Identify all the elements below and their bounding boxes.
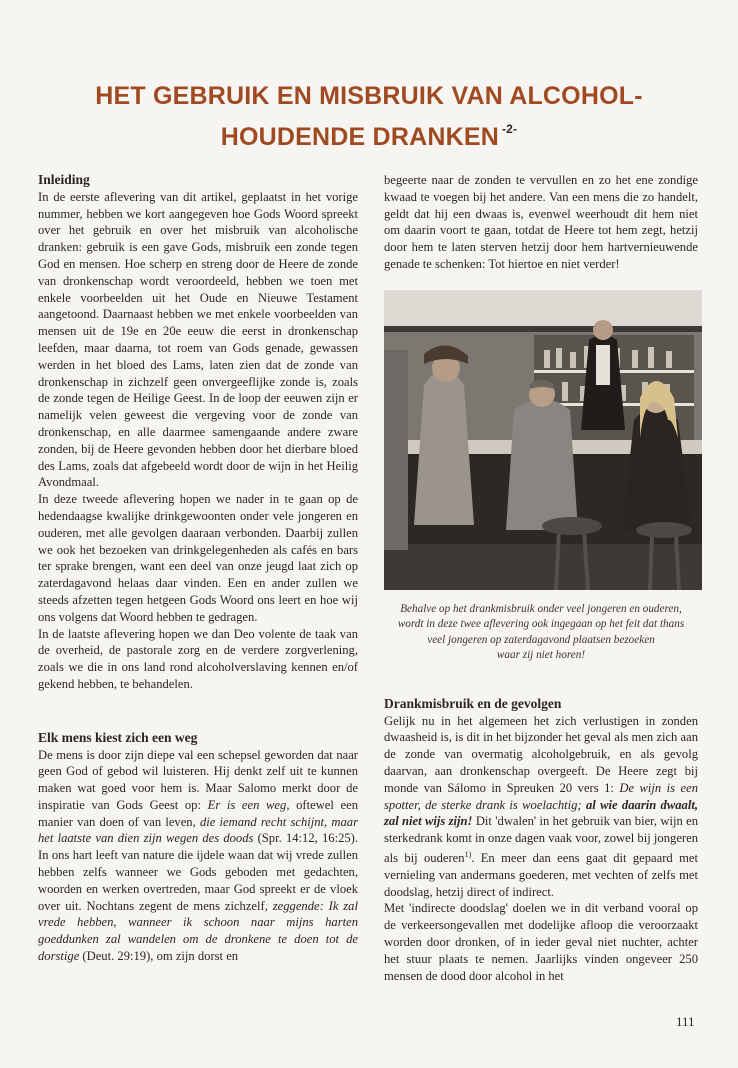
footnote-ref: 1) [464,849,472,859]
weg-quote-1: Er is een weg [207,797,287,812]
right-top-paragraph: begeerte naar de zonden te vervullen en zo het ene zondige kwaad te voegen bij het andere. Van een mens die zo handelt, geldt dat hij een dwaas is, evenwel weerhoudt dit hem niet om daarin voort te gaan, totdat de Heere tot hem zegt, hetzij door hem te laten sterven hetzij door hem hartvernieuwende genade te schenken: Tot hiertoe en niet verder! [384,173,698,271]
weg-text-c: (Spr. 14:12, 16:25). In ons hart leeft van nature die ijdele waan dat wij vrede zullen hebben zelfs wanneer we Gods geboden met gedachten, woorden en werken overtreden, maar God spreekt er de vloek over uit. Nochtans zegent de mens zichzelf, [38,831,358,913]
heading-drankmisbruik: Drankmisbruik en de gevolgen [384,695,562,711]
title-line-2-text: HOUDENDE DRANKEN [220,123,499,151]
left-column [38,172,358,965]
article-title [60,80,678,154]
dm-text-b: Dit 'dwalen' in het gebruik van bier, wijn en sterkedrank komt in onze dagen vaak voor, zowel bij jongeren als bij ouderen [384,814,698,865]
intro-paragraph-3: In de laatste aflevering hopen we dan Deo volente de taak van de overheid, de pastorale zorg en de verdere zorgverlening, zoals we die in ons land rond alcoholverslaving kennen en/of gekend hebben, te behandelen. [38,626,358,691]
title-line-2 [60,113,678,154]
title-line-1: HET GEBRUIK EN MISBRUIK VAN ALCOHOL- [95,82,643,110]
dm-text-a: Gelijk nu in het algemeen het zich verlustigen in zonden dwaasheid is, is dit in het bijzonder het geval als men zich aan de zonde van overmatig alcoholgebruik, en als gevolg daarvan, aan dronkenschap overgeeft. De Heere zegt bij monde van Sálomo in Spreuken 20 vers 1: [384,713,698,795]
caption-line-1: Behalve op het drankmisbruik onder veel jongeren en ouderen, [400,602,682,615]
bar-scene-photo [384,290,702,590]
weg-text-a: De mens is door zijn diepe val een schepsel geworden dat naar geen God of gebod wil luisteren. Hij denkt zelf uit te kunnen maken wat goed voor hem is. Maar Salomo merkt door de inspiratie van Gods Geest op: [38,747,358,812]
dm-quote-2: al wie daarin dwaalt, zal niet wijs zijn! [384,797,698,829]
heading-elk-mens: Elk mens kiest zich een weg [38,729,198,745]
intro-paragraph-2: In deze tweede aflevering hopen we nader in te gaan op de hedendaagse kwalijke drinkgewoonten onder vele jongeren en ouderen, met alle gevolgen daaraan verbonden. Daarbij zullen we ook het bezoeken van drinkgelegenheden als cafés en bars ter sprake brengen, want een deel van onze jeugd laat zich op zaterdagavond helaas daar vinden. Een en ander zullen we steeds afzetten tegen hetgeen Gods Woord ons leert en hoe wij ons volgens dat Woord hebben te gedragen. [38,492,358,624]
intro-paragraph-1: In de eerste aflevering van dit artikel, geplaatst in het vorige nummer, hebben we kort aangegeven hoe Gods Woord spreekt over het gebruik en over het misbruik van alcoholische dranken: gebruik is een gave Gods, misbruik een zonde tegen God en mensen. Hoe scherp en streng door de Heere de zonde van dronkenschap wordt veroordeeld, hebben we toen met enkele voorbeelden uit het Oude en Nieuwe Testament aangetoond. Daarnaast hebben we met enkele voorbeelden van mensen uit de 19e en 20e eeuw die eerst in dronkenschap leefden, maar daarna, tot roem van Gods genade, gewassen werden in het bloed des Lams, laten zien dat de zonde van dronkenschap in zichzelf geen onvergeeflijke zonde is, zoals de zonde tegen de Heilige Geest. In de loop der eeuwen zijn er namelijk velen geweest die vergeving voor de zonde van dronkenschap, en alle daarmee samengaande andere zware zonden, bij de Heere gevonden hebben door het dierbare bloed des Lams, zoals dat afgebeeld wordt door de wijn in het Heilig Avondmaal. [38,189,358,490]
drankmisbruik-paragraph-2: Met 'indirecte doodslag' doelen we in dit verband vooral op de verkeersongevallen met dodelijke afloop die veroorzaakt worden door dronken, of in ieder geval niet nuchter, achter het stuur plaats te nemen. Jaarlijks vinden ongeveer 250 mensen de dood door alcohol in het [384,901,698,983]
photo-caption [384,602,698,664]
dm-text-c: . En meer dan eens gaat dit gepaard met vernieling van andermans goederen, met vechten of zelfs met doodslag, hetzij direct of indirect. [384,850,698,899]
drankmisbruik-paragraph-1 [384,713,698,901]
title-part-number: -2- [501,122,518,136]
bar-scene-illustration [384,290,702,590]
caption-line-4: waar zij niet horen! [496,649,586,662]
right-column [384,172,698,984]
weg-text-b: , oftewel een manier van doen of van leven, [38,797,359,829]
heading-inleiding: Inleiding [38,172,90,187]
weg-paragraph [38,747,358,965]
weg-text-d: (Deut. 29:19), om zijn dorst en [79,949,239,964]
caption-line-2: wordt in deze twee aflevering ook ingegaan op het feit dat thans [397,618,685,631]
dm-quote-1: De wijn is een spotter, de sterke drank is woelachtig; [384,780,698,812]
caption-line-3: veel jongeren op zaterdagavond plaatsen bezoeken [427,633,655,646]
weg-quote-2: die iemand recht schijnt, maar het laatste van dien zijn wegen des doods [38,814,358,846]
weg-quote-3: zeggende: Ik zal vrede hebben, wanneer ik schoon naar mijns harten goeddunken zal wandelen om de dronkene te doen tot de dorstige [38,898,358,964]
page-number: 111 [676,1014,695,1029]
